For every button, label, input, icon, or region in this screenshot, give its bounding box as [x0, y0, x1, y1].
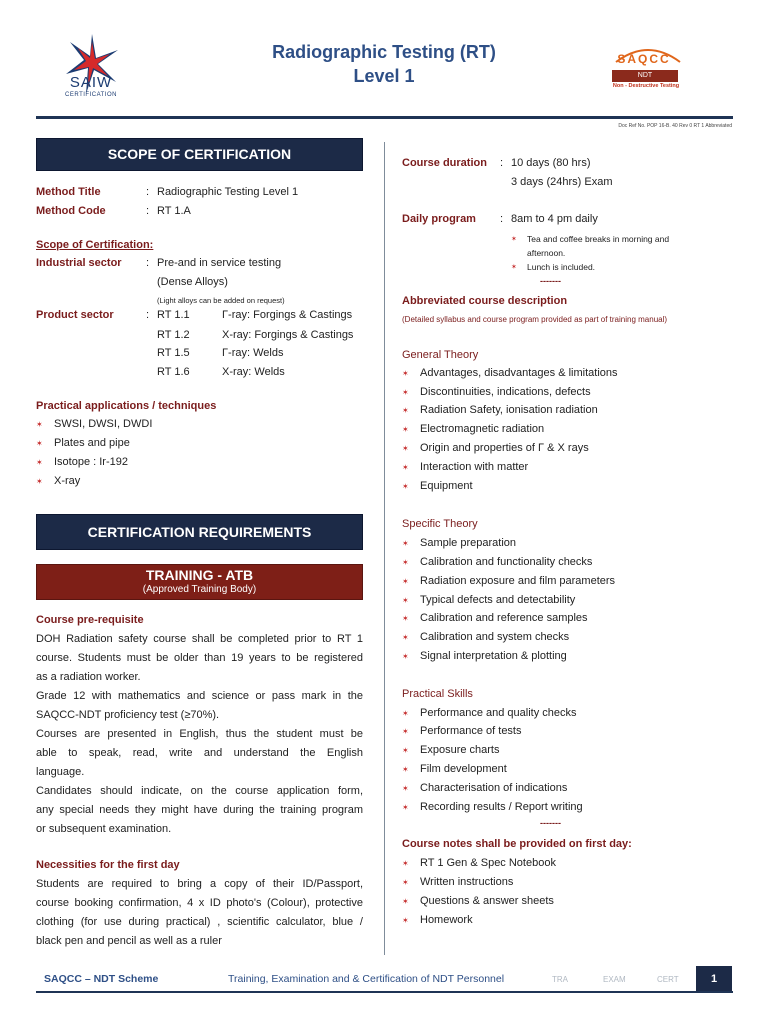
daily-program-value: 8am to 4 pm daily — [511, 213, 598, 225]
list-item: ✶ Exposure charts — [402, 744, 500, 756]
list-item: ✶ Performance of tests — [402, 725, 522, 737]
colon: : — [146, 186, 150, 198]
list-item: ✶ Calibration and system checks — [402, 631, 570, 643]
star-bullet-icon: ✶ — [402, 727, 409, 736]
necessities-paragraph — [36, 875, 363, 951]
list-item: ✶ Questions & answer sheets — [402, 895, 554, 907]
star-bullet-icon: ✶ — [402, 388, 409, 397]
product-desc: Γ-ray: Forgings & Castings — [222, 309, 353, 321]
colon: : — [146, 205, 150, 217]
certification-requirements-heading: CERTIFICATION REQUIREMENTS — [36, 514, 363, 550]
star-bullet-icon: ✶ — [402, 859, 409, 868]
list-item: ✶ Signal interpretation & plotting — [402, 650, 567, 662]
list-item: ✶ Isotope : Ir-192 — [36, 456, 128, 468]
column-divider — [384, 142, 385, 955]
star-bullet-icon: ✶ — [402, 652, 409, 661]
paragraph-line: DOH Radiation safety course shall be completed prior to RT 1 — [36, 633, 363, 645]
list-item: ✶ Homework — [402, 914, 473, 926]
industrial-sector-alloys: (Dense Alloys) — [157, 276, 228, 288]
method-title-value: Radiographic Testing Level 1 — [157, 186, 299, 198]
star-bullet-icon: ✶ — [402, 482, 409, 491]
paragraph-line: course booking confirmation, 4 x ID photo's (Colour), protective — [36, 897, 363, 909]
industrial-sector-value: Pre-and in service testing — [157, 257, 282, 269]
list-item: ✶ Origin and properties of Γ & X rays — [402, 442, 589, 454]
star-bullet-icon: ✶ — [402, 765, 409, 774]
product-desc: X-ray: Forgings & Castings — [222, 329, 354, 341]
product-code: RT 1.5 — [157, 347, 190, 359]
product-sector-label: Product sector — [36, 309, 114, 321]
star-bullet-icon: ✶ — [402, 596, 409, 605]
star-bullet-icon: ✶ — [402, 784, 409, 793]
star-bullet-icon: ✶ — [402, 369, 409, 378]
list-item: ✶ Advantages, disadvantages & limitations — [402, 367, 618, 379]
page-number: 1 — [696, 966, 732, 992]
list-item: ✶ Radiation Safety, ionisation radiation — [402, 404, 598, 416]
saiw-logo-subtext: CERTIFICATION — [65, 92, 117, 98]
list-item: ✶ Equipment — [402, 480, 473, 492]
abbreviated-description-note: (Detailed syllabus and course program provided as part of training manual) — [402, 315, 668, 324]
star-bullet-icon: ✶ — [511, 264, 517, 271]
course-duration-value: 10 days (80 hrs) — [511, 157, 591, 169]
practical-skills-title: Practical Skills — [402, 688, 473, 700]
star-bullet-icon: ✶ — [36, 439, 43, 448]
list-item: ✶ Film development — [402, 763, 507, 775]
star-bullet-icon: ✶ — [402, 425, 409, 434]
footer-rule — [36, 991, 733, 993]
star-bullet-icon: ✶ — [402, 406, 409, 415]
list-item: ✶ SWSI, DWSI, DWDI — [36, 418, 153, 430]
footer-scheme: SAQCC – NDT Scheme — [44, 973, 159, 985]
training-heading — [36, 564, 363, 600]
necessities-label: Necessities for the first day — [36, 859, 180, 871]
colon: : — [146, 257, 150, 269]
industrial-sector-label: Industrial sector — [36, 257, 122, 269]
star-bullet-icon: ✶ — [402, 916, 409, 925]
list-item: ✶ RT 1 Gen & Spec Notebook — [402, 857, 556, 869]
list-item: ✶ Interaction with matter — [402, 461, 529, 473]
scope-label: Scope of Certification: — [36, 239, 154, 251]
scope-heading: SCOPE OF CERTIFICATION — [36, 138, 363, 171]
list-item: ✶ Calibration and reference samples — [402, 612, 588, 624]
list-item: ✶ Plates and pipe — [36, 437, 130, 449]
paragraph-line: able to speak, read, write and understand the English — [36, 747, 363, 759]
paragraph-line: SAQCC-NDT proficiency test (≥70%). — [36, 709, 220, 721]
list-item: ✶ Sample preparation — [402, 537, 517, 549]
page-title-line2: Level 1 — [353, 66, 415, 86]
star-bullet-icon: ✶ — [402, 897, 409, 906]
daily-program-label: Daily program — [402, 213, 476, 225]
course-notes-label: Course notes shall be provided on first day: — [402, 838, 632, 850]
list-item: ✶ Discontinuities, indications, defects — [402, 386, 591, 398]
paragraph-line: Students are required to bring a copy of their ID/Passport, — [36, 878, 363, 890]
training-title: TRAINING - ATB — [145, 567, 254, 583]
list-item: ✶ Lunch is included. — [511, 262, 596, 272]
prerequisite-paragraph — [36, 630, 363, 839]
footer-tab-cert: CERT — [657, 975, 679, 984]
course-duration-label: Course duration — [402, 157, 487, 169]
paragraph-line: course. Students must be older than 19 years to be registered — [36, 652, 363, 664]
product-code: RT 1.1 — [157, 309, 190, 321]
paragraph-line: any special needs they might have during the training program — [36, 804, 363, 816]
colon: : — [500, 157, 504, 169]
star-bullet-icon: ✶ — [402, 614, 409, 623]
colon: : — [146, 309, 150, 321]
abbreviated-description-label: Abbreviated course description — [402, 295, 568, 307]
training-subtitle: (Approved Training Body) — [142, 584, 257, 595]
general-theory-title: General Theory — [402, 349, 479, 361]
paragraph-line: Courses are presented in English, thus the student must be — [36, 728, 363, 740]
product-code: RT 1.2 — [157, 329, 190, 341]
star-bullet-icon: ✶ — [402, 709, 409, 718]
header-rule — [36, 116, 733, 119]
product-code: RT 1.6 — [157, 366, 190, 378]
saiw-logo-text: SAIW — [69, 74, 113, 91]
method-code-value: RT 1.A — [157, 205, 191, 217]
page-title — [200, 40, 568, 88]
star-bullet-icon: ✶ — [402, 803, 409, 812]
paragraph-line: as a radiation worker. — [36, 671, 141, 683]
paragraph-line: Grade 12 with mathematics and science or pass mark in the — [36, 690, 363, 702]
list-item: ✶ Tea and coffee breaks in morning and afternoon. — [511, 234, 670, 258]
separator-dashes: ------- — [540, 276, 561, 286]
footer-subtitle: Training, Examination and & Certification of NDT Personnel — [228, 973, 505, 985]
saqcc-logo-subtext: Non - Destructive Testing — [612, 83, 680, 89]
specific-theory-title: Specific Theory — [402, 518, 478, 530]
product-desc: X-ray: Welds — [222, 366, 285, 378]
star-bullet-icon: ✶ — [402, 878, 409, 887]
star-bullet-icon: ✶ — [402, 444, 409, 453]
star-bullet-icon: ✶ — [511, 236, 517, 243]
star-bullet-icon: ✶ — [402, 463, 409, 472]
star-bullet-icon: ✶ — [402, 633, 409, 642]
paragraph-line: or subsequent examination. — [36, 823, 172, 835]
paragraph-line: language. — [36, 766, 85, 778]
star-bullet-icon: ✶ — [402, 558, 409, 567]
list-item: ✶ Calibration and functionality checks — [402, 556, 593, 568]
star-bullet-icon: ✶ — [36, 477, 43, 486]
paragraph-line: black pen and pencil as well as a ruler — [36, 935, 222, 947]
paragraph-line: clothing (for use during practical) , scientific calculator, blue / — [36, 916, 363, 928]
colon: : — [500, 213, 504, 225]
list-item: ✶ Recording results / Report writing — [402, 801, 583, 813]
list-item: ✶ Characterisation of indications — [402, 782, 568, 794]
list-item: ✶ Radiation exposure and film parameters — [402, 575, 616, 587]
page-title-line1: Radiographic Testing (RT) — [272, 42, 496, 62]
separator-dashes: ------- — [540, 818, 561, 828]
paragraph-line: Candidates should indicate, on the course application form, — [36, 785, 363, 797]
exam-duration-value: 3 days (24hrs) Exam — [511, 176, 613, 188]
list-item: ✶ Performance and quality checks — [402, 707, 577, 719]
practical-applications-label: Practical applications / techniques — [36, 400, 217, 412]
star-bullet-icon: ✶ — [36, 420, 43, 429]
saqcc-ndt-bar: NDT — [612, 70, 678, 82]
star-bullet-icon: ✶ — [402, 746, 409, 755]
product-desc: Γ-ray: Welds — [222, 347, 284, 359]
footer-tab-exam: EXAM — [603, 975, 626, 984]
list-item: ✶ X-ray — [36, 475, 81, 487]
method-title-label: Method Title — [36, 186, 101, 198]
saqcc-logo-text: SAQCC — [617, 52, 671, 66]
star-bullet-icon: ✶ — [36, 458, 43, 467]
list-item: ✶ Electromagnetic radiation — [402, 423, 545, 435]
footer-tab-tra: TRA — [552, 975, 568, 984]
method-code-label: Method Code — [36, 205, 106, 217]
star-bullet-icon: ✶ — [402, 539, 409, 548]
list-item: ✶ Typical defects and detectability — [402, 594, 576, 606]
doc-reference: Doc Ref No. POP 16-B. 40 Rev 0 RT 1 Abbreviated — [618, 123, 732, 129]
list-item: ✶ Written instructions — [402, 876, 514, 888]
star-bullet-icon: ✶ — [402, 577, 409, 586]
industrial-sector-note: (Light alloys can be added on request) — [157, 296, 285, 305]
course-prerequisite-label: Course pre-requisite — [36, 614, 144, 626]
